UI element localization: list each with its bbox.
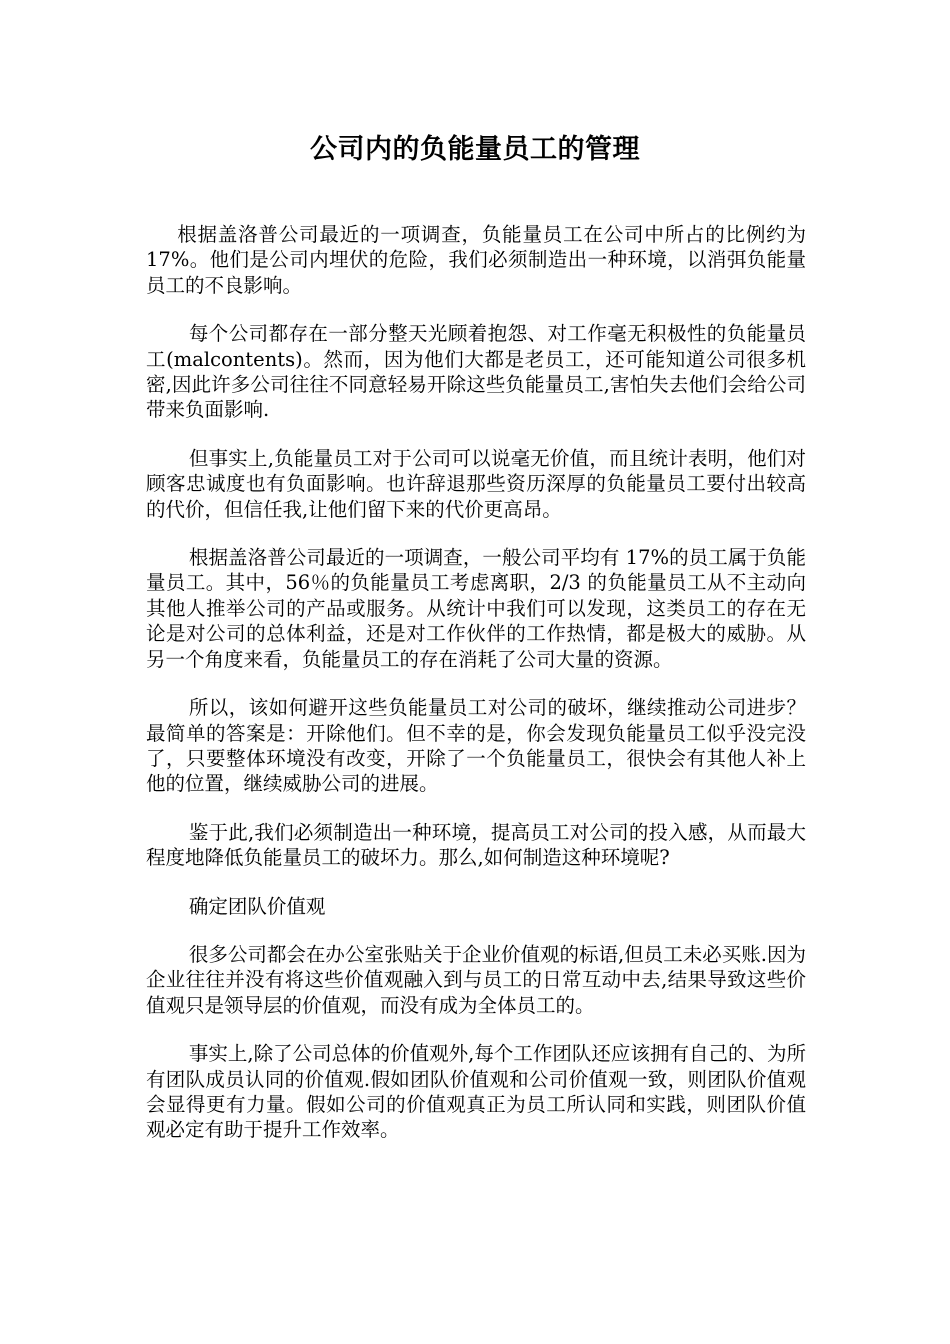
document-title: 公司内的负能量员工的管理 [310, 134, 640, 165]
section-heading: 确定团队价值观 [188, 894, 326, 918]
paragraph-2: 每个公司都存在一部分整天光顾着抱怨、对工作毫无积极性的负能量员工(malcontents)。然而，因为他们大都是老员工，还可能知道公司很多机密,因此许多公司往往不同意轻易开除这些负能量员工,害怕失去他们会给公司带来负面影响. [146, 322, 806, 422]
paragraph-6: 鉴于此,我们必须制造出一种环境，提高员工对公司的投入感，从而最大程度地降低负能量员工的破坏力。那么,如何制造这种环境呢? [146, 820, 806, 870]
paragraph-1: 根据盖洛普公司最近的一项调查，负能量员工在公司中所占的比例约为17%。他们是公司内埋伏的危险，我们必须制造出一种环境，以消弭负能量员工的不良影响。 [146, 223, 806, 297]
paragraph-3: 但事实上,负能量员工对于公司可以说毫无价值，而且统计表明，他们对顾客忠诚度也有负面影响。也许辞退那些资历深厚的负能量员工要付出较高的代价，但信任我,让他们留下来的代价更高昂。 [146, 446, 806, 521]
paragraph-7: 很多公司都会在办公室张贴关于企业价值观的标语,但员工未必买账.因为企业往往并没有将这些价值观融入到与员工的日常互动中去,结果导致这些价值观只是领导层的价值观，而没有成为全体员工的。 [146, 942, 806, 1017]
paragraph-8: 事实上,除了公司总体的价值观外,每个工作团队还应该拥有自己的、为所有团队成员认同的价值观.假如团队价值观和公司价值观一致，则团队价值观会显得更有力量。假如公司的价值观真正为员工所认同和实践，则团队价值观必定有助于提升工作效率。 [146, 1042, 806, 1142]
document-body [146, 222, 806, 1166]
paragraph-4: 根据盖洛普公司最近的一项调查，一般公司平均有 17%的员工属于负能量员工。其中，56％的负能量员工考虑离职，2/3 的负能量员工从不主动向其他人推举公司的产品或服务。从统计中我们可以发现，这类员工的存在无论是对公司的总体利益，还是对工作伙伴的工作热情，都是极大的威胁。从另一个角度来看，负能量员工的存在消耗了公司大量的资源。 [146, 546, 806, 671]
paragraph-5: 所以，该如何避开这些负能量员工对公司的破坏，继续推动公司进步？最简单的答案是：开除他们。但不幸的是，你会发现负能量员工似乎没完没了，只要整体环境没有改变，开除了一个负能量员工，很快会有其他人补上他的位置，继续威胁公司的进展。 [146, 696, 806, 796]
